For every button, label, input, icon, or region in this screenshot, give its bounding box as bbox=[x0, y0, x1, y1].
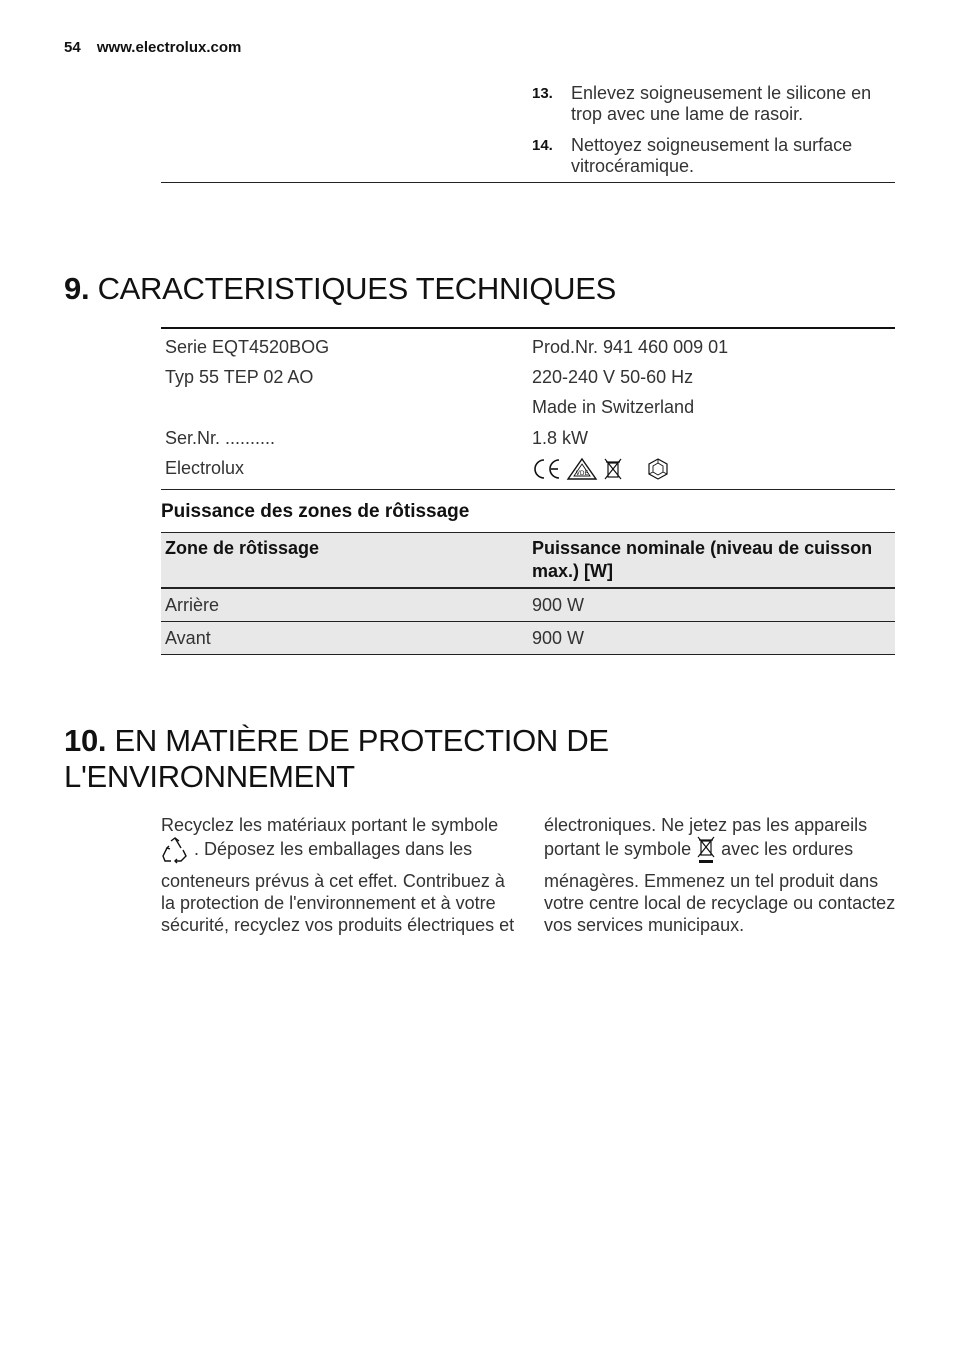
power-table bbox=[161, 532, 895, 655]
env-text-left bbox=[161, 814, 516, 936]
step-item bbox=[532, 83, 894, 125]
step-number: 13. bbox=[532, 85, 553, 102]
column-header: Zone de rôtissage bbox=[165, 538, 320, 558]
table-row bbox=[161, 423, 895, 453]
divider bbox=[161, 182, 895, 183]
section-9-title bbox=[64, 271, 616, 307]
spec-right: 220-240 V 50-60 Hz bbox=[532, 367, 694, 388]
step-item bbox=[532, 135, 894, 177]
section-number: 10. bbox=[64, 723, 107, 758]
zone-cell: Arrière bbox=[165, 594, 220, 615]
env-paragraph: conteneurs prévus à cet effet. Contribuez à la protection de l'environnement et à votre sécurité, recyclez vos produits électriques et bbox=[161, 871, 515, 935]
env-text-right bbox=[544, 814, 896, 936]
table-row bbox=[161, 362, 895, 392]
table-header-row bbox=[161, 533, 895, 589]
env-paragraph: ménagères. Emmenez un tel produit dans votre centre local de recyclage ou contactez vos services municipaux. bbox=[544, 871, 896, 935]
hexagon-mark-icon bbox=[646, 457, 670, 481]
instruction-steps bbox=[532, 83, 894, 187]
spec-left: Typ 55 TEP 02 AO bbox=[165, 367, 314, 388]
step-text: Nettoyez soigneusement la surface vitrocéramique. bbox=[571, 135, 853, 176]
svg-text:VDE: VDE bbox=[575, 469, 589, 477]
section-heading-line2: L'ENVIRONNEMENT bbox=[64, 759, 355, 794]
env-text: Recyclez les matériaux portant le symbole bbox=[161, 815, 499, 835]
env-text: avec les ordures bbox=[721, 838, 854, 859]
ce-mark-icon bbox=[532, 458, 562, 480]
weee-bin-icon bbox=[602, 457, 624, 481]
section-heading: CARACTERISTIQUES TECHNIQUES bbox=[97, 271, 616, 306]
weee-bin-icon bbox=[696, 836, 716, 864]
spec-left: Electrolux bbox=[165, 458, 245, 479]
spec-right: 1.8 kW bbox=[532, 427, 589, 448]
page-header bbox=[64, 39, 241, 56]
spec-right: Prod.Nr. 941 460 009 01 bbox=[532, 336, 729, 357]
step-number: 14. bbox=[532, 137, 553, 154]
page-number: 54 bbox=[64, 39, 81, 56]
vde-mark-icon bbox=[566, 457, 598, 481]
recycle-icon bbox=[161, 836, 189, 864]
power-cell: 900 W bbox=[532, 627, 585, 648]
column-header: Puissance nominale (niveau de cuisson max.) [W] bbox=[532, 538, 873, 581]
table-row bbox=[161, 622, 895, 655]
section-number: 9. bbox=[64, 271, 90, 306]
spec-left: Ser.Nr. .......... bbox=[165, 427, 276, 448]
env-paragraph bbox=[161, 814, 516, 864]
section-10-title bbox=[64, 723, 609, 795]
env-text: électroniques. Ne jetez pas les appareils bbox=[544, 815, 868, 835]
env-text: . Déposez les emballages dans les bbox=[194, 838, 473, 859]
spec-right: Made in Switzerland bbox=[532, 397, 695, 418]
env-paragraph bbox=[544, 814, 896, 864]
table-row bbox=[161, 454, 895, 484]
power-cell: 900 W bbox=[532, 594, 585, 615]
certification-marks bbox=[528, 457, 895, 481]
section-heading: EN MATIÈRE DE PROTECTION DE bbox=[114, 723, 609, 758]
table-row bbox=[161, 332, 895, 362]
env-text: portant le symbole bbox=[544, 838, 692, 859]
zone-cell: Avant bbox=[165, 627, 211, 648]
site-url: www.electrolux.com bbox=[96, 39, 242, 56]
step-text: Enlevez soigneusement le silicone en trop avec une lame de rasoir. bbox=[571, 83, 872, 124]
table-row bbox=[161, 393, 895, 423]
spec-plate-table bbox=[161, 327, 895, 490]
spec-left: Serie EQT4520BOG bbox=[165, 336, 330, 357]
power-table-title: Puissance des zones de rôtissage bbox=[161, 501, 470, 522]
table-row bbox=[161, 589, 895, 622]
